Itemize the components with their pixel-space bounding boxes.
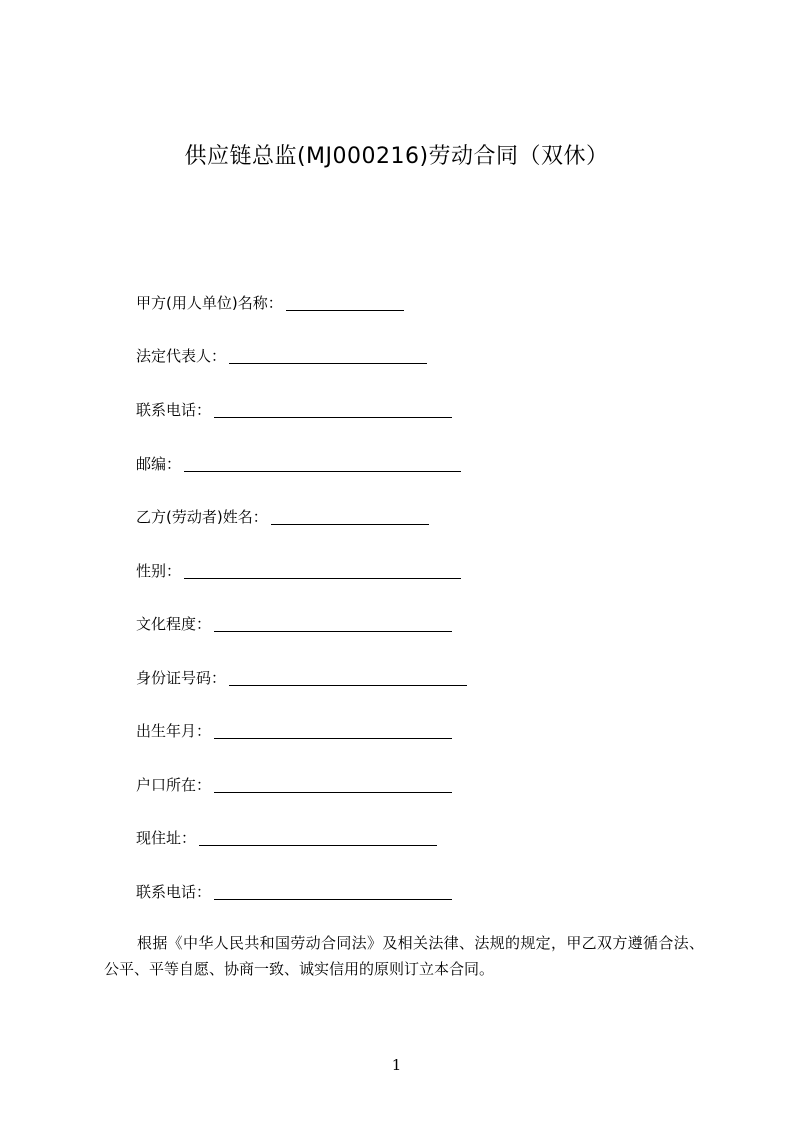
field-label: 邮编： [136, 455, 182, 473]
fill-in-blank[interactable] [214, 776, 452, 793]
field-label: 出生年月： [136, 722, 212, 740]
fill-in-blank[interactable] [214, 722, 452, 739]
field-id-number [136, 666, 467, 688]
field-current-address [136, 826, 437, 848]
field-legal-representative [136, 344, 427, 366]
page-number: 1 [391, 1056, 402, 1074]
field-gender [136, 559, 461, 581]
fill-in-blank[interactable] [199, 829, 437, 846]
fill-in-blank[interactable] [229, 669, 467, 686]
fill-in-blank[interactable] [271, 508, 429, 525]
fill-in-blank[interactable] [184, 455, 461, 472]
document-title: 供应链总监(MJ000216)劳动合同（双休） [184, 144, 609, 169]
field-label: 甲方(用人单位)名称： [136, 294, 283, 312]
field-label: 联系电话： [136, 883, 212, 901]
fill-in-blank[interactable] [214, 615, 452, 632]
field-label: 法定代表人： [136, 347, 227, 365]
field-label: 户口所在： [136, 776, 212, 794]
field-employer-name [136, 291, 404, 313]
field-education [136, 612, 452, 634]
field-label: 现住址： [136, 829, 197, 847]
fill-in-blank[interactable] [229, 347, 427, 364]
field-label: 身份证号码： [136, 669, 227, 687]
field-label: 文化程度： [136, 615, 212, 633]
fill-in-blank[interactable] [214, 883, 452, 900]
fill-in-blank[interactable] [184, 562, 461, 579]
fill-in-blank[interactable] [214, 401, 452, 418]
field-employer-phone [136, 398, 452, 420]
field-birth-date [136, 719, 452, 741]
field-employee-name [136, 505, 429, 527]
field-household-registration [136, 773, 452, 795]
field-label: 性别： [136, 562, 182, 580]
field-postcode [136, 452, 461, 474]
field-label: 乙方(劳动者)姓名： [136, 508, 268, 526]
fill-in-blank[interactable] [286, 294, 404, 311]
field-label: 联系电话： [136, 401, 212, 419]
preamble-paragraph: 根据《中华人民共和国劳动合同法》及相关法律、法规的规定，甲乙双方遵循合法、公平、平等自愿、协商一致、诚实信用的原则订立本合同。 [104, 934, 704, 978]
field-employee-phone [136, 880, 452, 902]
